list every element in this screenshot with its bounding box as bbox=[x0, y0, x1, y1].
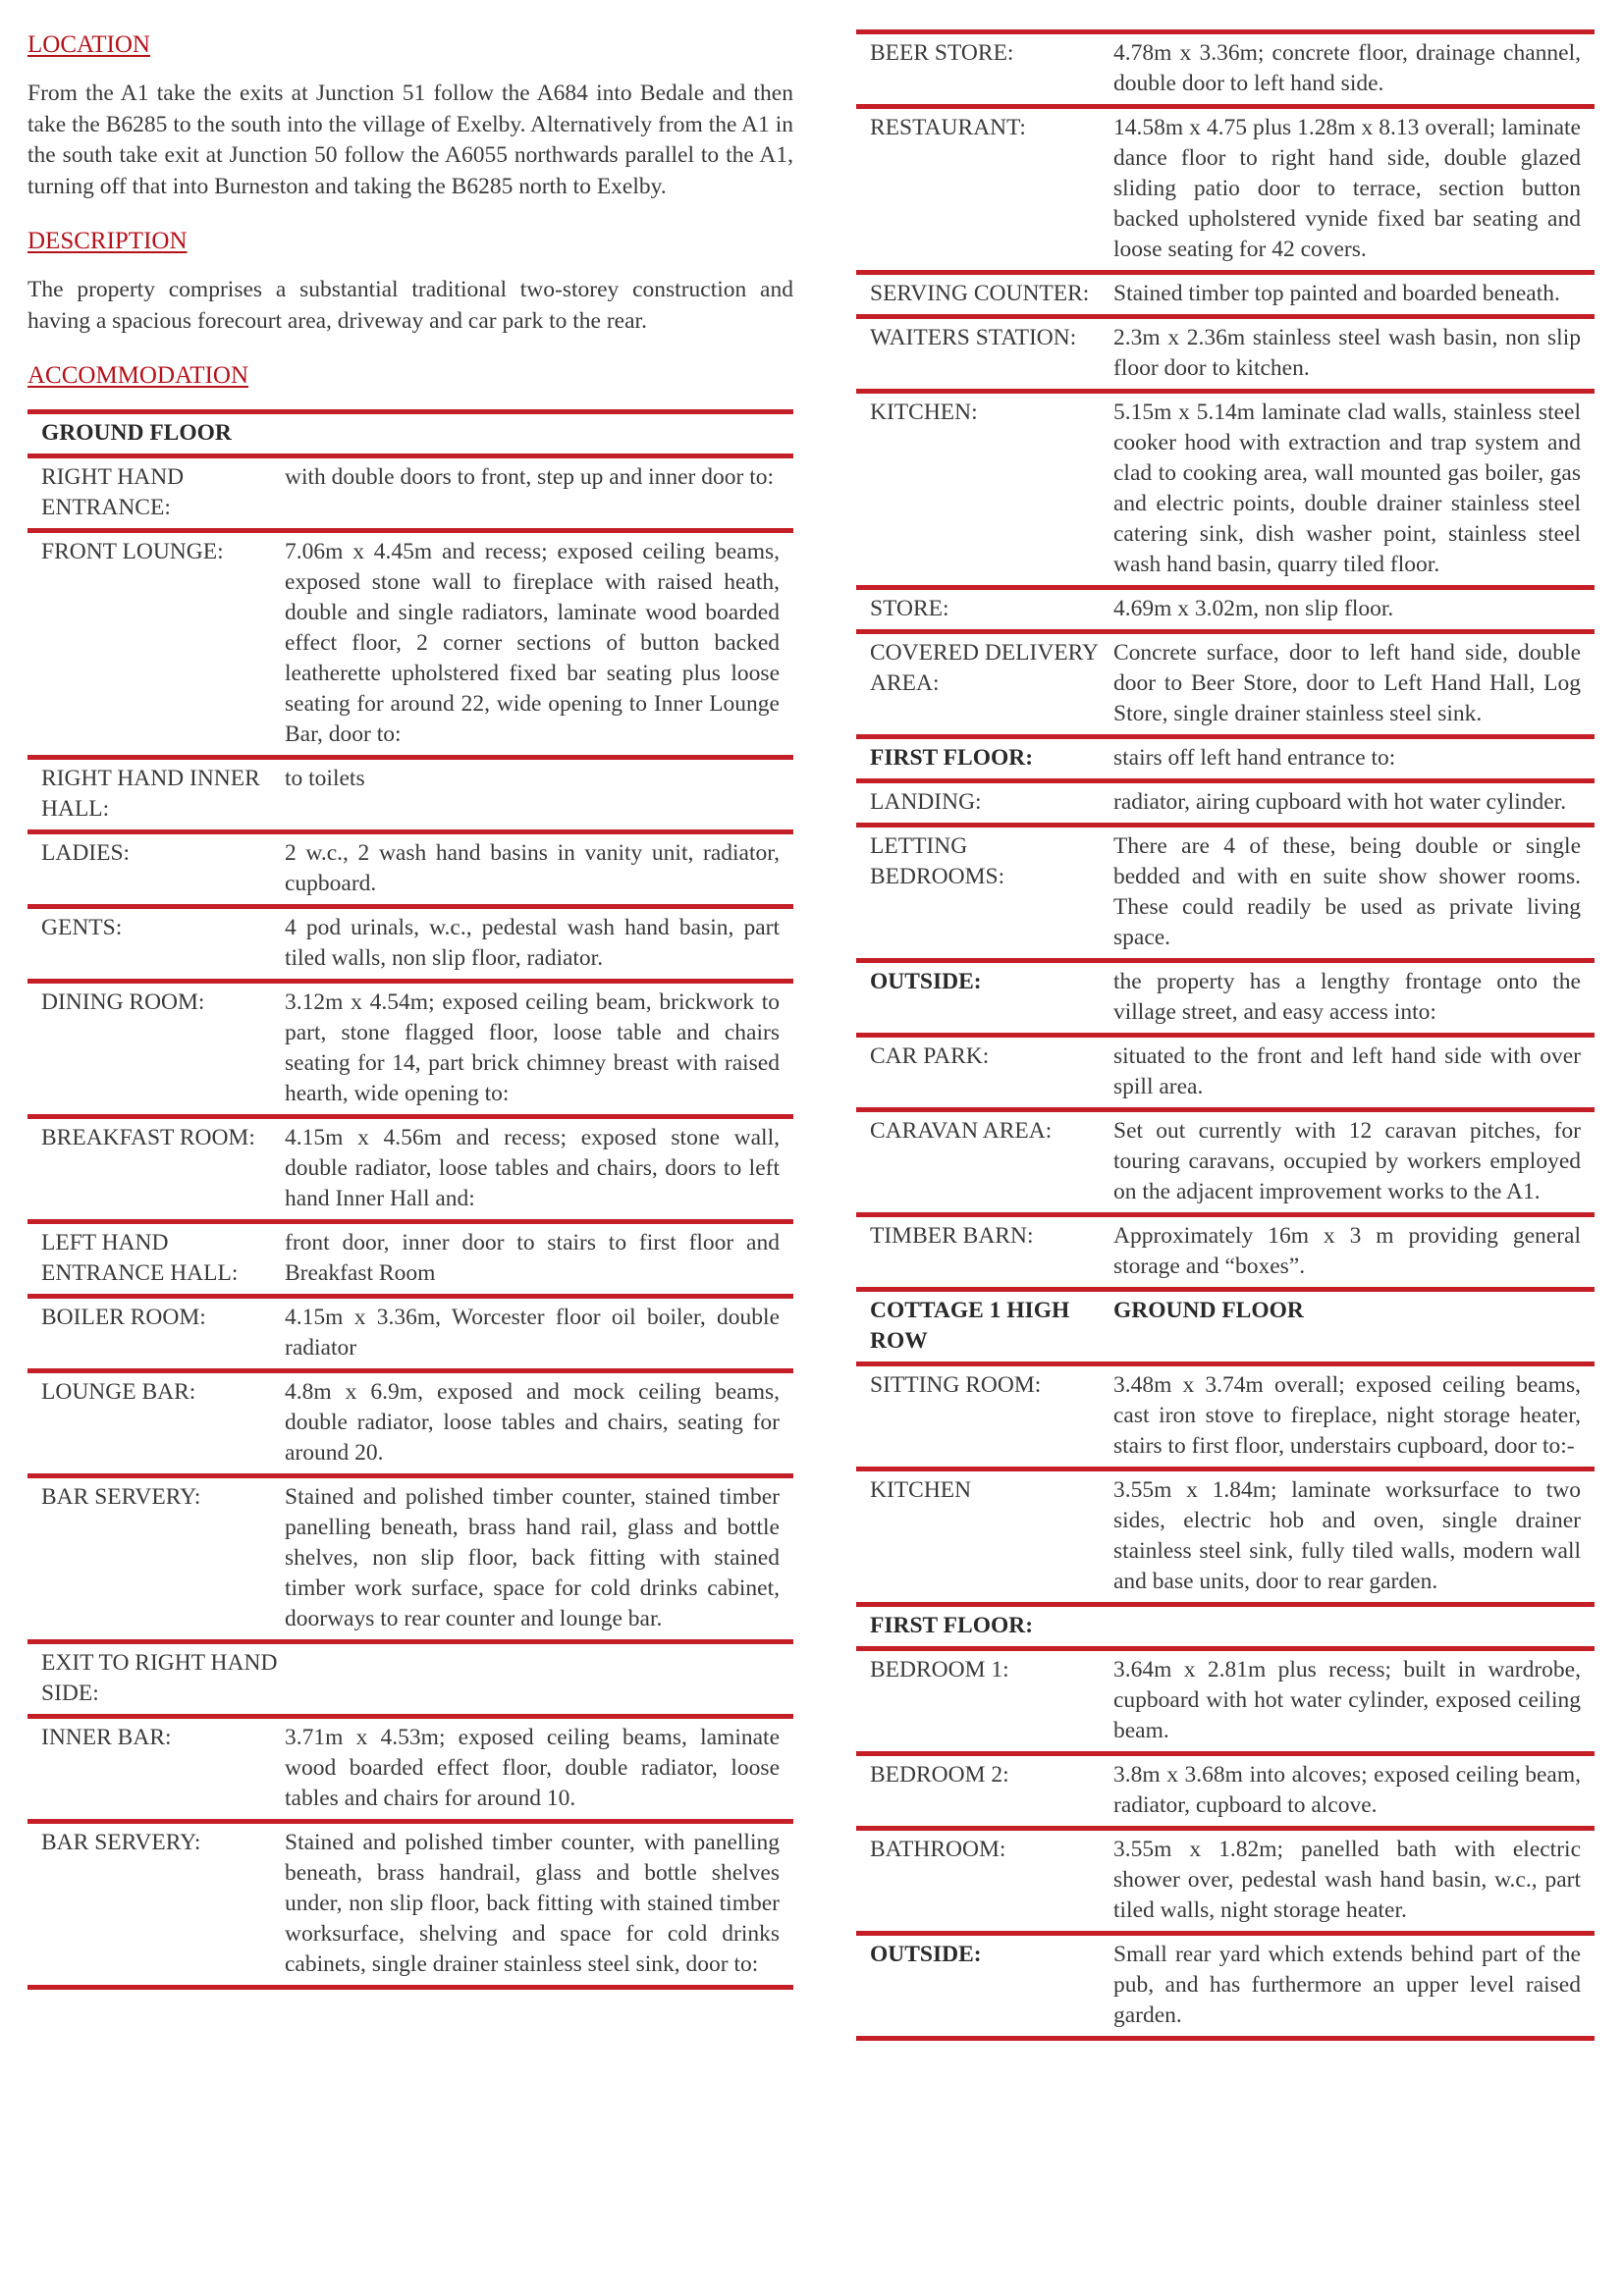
table-row bbox=[856, 273, 1595, 317]
room-label: RIGHT HAND ENTRANCE: bbox=[27, 456, 285, 531]
room-detail: 4 pod urinals, w.c., pedestal wash hand basin, part tiled walls, non slip floor, radiator. bbox=[285, 907, 793, 982]
room-detail: front door, inner door to stairs to first floor and Breakfast Room bbox=[285, 1222, 793, 1297]
table-row bbox=[27, 758, 793, 832]
room-detail: 2 w.c., 2 wash hand basins in vanity unit, radiator, cupboard. bbox=[285, 832, 793, 907]
table-row bbox=[27, 1222, 793, 1297]
table-row bbox=[856, 1110, 1595, 1215]
table-row bbox=[27, 1371, 793, 1476]
room-label: FIRST FLOOR: bbox=[856, 737, 1113, 781]
room-label: BEDROOM 1: bbox=[856, 1649, 1113, 1754]
room-label: GENTS: bbox=[27, 907, 285, 982]
accommodation-table-left bbox=[27, 409, 793, 1990]
table-row bbox=[27, 982, 793, 1117]
room-detail bbox=[285, 1642, 793, 1717]
room-label: COVERED DELIVERY AREA: bbox=[856, 632, 1113, 737]
room-detail: the property has a lengthy frontage onto the village street, and easy access into: bbox=[1113, 961, 1595, 1036]
room-label: FIRST FLOOR: bbox=[856, 1605, 1113, 1649]
table-row bbox=[856, 737, 1595, 781]
room-detail: 7.06m x 4.45m and recess; exposed ceiling beams, exposed stone wall to fireplace with raised heath, double and single radiators, laminate wood boarded effect floor, 2 corner sections of button backed leatherette upholstered fixed bar seating plus loose seating for around 22, wide opening to Inner Lounge Bar, door to: bbox=[285, 531, 793, 758]
room-detail: 14.58m x 4.75 plus 1.28m x 8.13 overall; laminate dance floor to right hand side, double glazed sliding patio door to terrace, section button backed upholstered vynide fixed bar seating and loose seating for 42 covers. bbox=[1113, 107, 1595, 273]
room-label: LADIES: bbox=[27, 832, 285, 907]
accommodation-heading: ACCOMMODATION bbox=[27, 362, 249, 389]
ground-floor-title: GROUND FLOOR bbox=[27, 412, 793, 456]
table-row bbox=[856, 1036, 1595, 1110]
room-label: DINING ROOM: bbox=[27, 982, 285, 1117]
room-detail: Small rear yard which extends behind part of the pub, and has furthermore an upper level raised garden. bbox=[1113, 1934, 1595, 2039]
table-row bbox=[27, 1476, 793, 1642]
table-row bbox=[27, 1642, 793, 1717]
table-row bbox=[856, 1754, 1595, 1829]
room-detail: There are 4 of these, being double or single bedded and with en suite show shower rooms. These could readily be used as private living space. bbox=[1113, 826, 1595, 961]
room-label: INNER BAR: bbox=[27, 1717, 285, 1822]
room-detail: 3.71m x 4.53m; exposed ceiling beams, laminate wood boarded effect floor, double radiator, loose tables and chairs for around 10. bbox=[285, 1717, 793, 1822]
room-label: FRONT LOUNGE: bbox=[27, 531, 285, 758]
table-row bbox=[856, 392, 1595, 588]
room-detail: to toilets bbox=[285, 758, 793, 832]
location-heading: LOCATION bbox=[27, 31, 150, 58]
ground-floor-header-row bbox=[27, 412, 793, 456]
room-detail: 3.55m x 1.82m; panelled bath with electric shower over, pedestal wash hand basin, w.c., part tiled walls, night storage heater. bbox=[1113, 1829, 1595, 1934]
table-row bbox=[856, 1649, 1595, 1754]
room-label: WAITERS STATION: bbox=[856, 317, 1113, 392]
room-label: KITCHEN: bbox=[856, 392, 1113, 588]
description-text: The property comprises a substantial traditional two-storey construction and having a spacious forecourt area, driveway and car park to the rear. bbox=[27, 277, 793, 334]
room-detail: 4.8m x 6.9m, exposed and mock ceiling beams, double radiator, loose tables and chairs, seating for around 20. bbox=[285, 1371, 793, 1476]
room-label: EXIT TO RIGHT HAND SIDE: bbox=[27, 1642, 285, 1717]
room-label: BOILER ROOM: bbox=[27, 1297, 285, 1371]
table-row bbox=[856, 632, 1595, 737]
room-label: CAR PARK: bbox=[856, 1036, 1113, 1110]
table-row bbox=[856, 107, 1595, 273]
table-row bbox=[27, 1297, 793, 1371]
room-label: STORE: bbox=[856, 588, 1113, 632]
table-row bbox=[27, 1717, 793, 1822]
room-detail: 3.48m x 3.74m overall; exposed ceiling beams, cast iron stove to fireplace, night storage heater, stairs to first floor, understairs cupboard, door to:- bbox=[1113, 1364, 1595, 1469]
room-detail: 3.12m x 4.54m; exposed ceiling beam, brickwork to part, stone flagged floor, loose table and chairs seating for 14, part brick chimney breast with raised hearth, wide opening to: bbox=[285, 982, 793, 1117]
room-label: LOUNGE BAR: bbox=[27, 1371, 285, 1476]
room-label: OUTSIDE: bbox=[856, 1934, 1113, 2039]
room-label: BREAKFAST ROOM: bbox=[27, 1117, 285, 1222]
room-detail: Concrete surface, door to left hand side, double door to Beer Store, door to Left Hand Hall, Log Store, single drainer stainless steel sink. bbox=[1113, 632, 1595, 737]
room-label: BAR SERVERY: bbox=[27, 1476, 285, 1642]
table-row bbox=[27, 1117, 793, 1222]
room-label: LETTING BEDROOMS: bbox=[856, 826, 1113, 961]
room-label: BAR SERVERY: bbox=[27, 1822, 285, 1988]
room-label: SITTING ROOM: bbox=[856, 1364, 1113, 1469]
room-detail: 3.8m x 3.68m into alcoves; exposed ceiling beam, radiator, cupboard to alcove. bbox=[1113, 1754, 1595, 1829]
room-detail: 4.15m x 3.36m, Worcester floor oil boiler, double radiator bbox=[285, 1297, 793, 1371]
room-detail: 3.55m x 1.84m; laminate worksurface to two sides, electric hob and oven, single drainer stainless steel sink, fully tiled walls, modern wall and base units, door to rear garden. bbox=[1113, 1469, 1595, 1605]
table-row bbox=[27, 456, 793, 531]
table-row bbox=[856, 1364, 1595, 1469]
room-label: CARAVAN AREA: bbox=[856, 1110, 1113, 1215]
table-row bbox=[27, 832, 793, 907]
room-detail: situated to the front and left hand side with over spill area. bbox=[1113, 1036, 1595, 1110]
room-label: BATHROOM: bbox=[856, 1829, 1113, 1934]
room-detail: Stained and polished timber counter, stained timber panelling beneath, brass hand rail, glass and bottle shelves, non slip floor, back fitting with stained timber work surface, space for cold drinks cabinet, doorways to rear counter and lounge bar. bbox=[285, 1476, 793, 1642]
room-label: KITCHEN bbox=[856, 1469, 1113, 1605]
room-label: COTTAGE 1 HIGH ROW bbox=[856, 1290, 1113, 1364]
table-row bbox=[856, 961, 1595, 1036]
room-label: BEDROOM 2: bbox=[856, 1754, 1113, 1829]
room-detail: Approximately 16m x 3 m providing general storage and “boxes”. bbox=[1113, 1215, 1595, 1290]
room-label: RESTAURANT: bbox=[856, 107, 1113, 273]
left-column bbox=[27, 29, 793, 1990]
room-detail: GROUND FLOOR bbox=[1113, 1290, 1595, 1364]
right-column bbox=[856, 29, 1595, 2041]
room-label: SERVING COUNTER: bbox=[856, 273, 1113, 317]
room-detail: Set out currently with 12 caravan pitches, for touring caravans, occupied by workers employed on the adjacent improvement works to the A1. bbox=[1113, 1110, 1595, 1215]
room-detail: radiator, airing cupboard with hot water cylinder. bbox=[1113, 781, 1595, 826]
room-detail bbox=[1113, 1605, 1595, 1649]
accommodation-table-right bbox=[856, 29, 1595, 2041]
room-label: TIMBER BARN: bbox=[856, 1215, 1113, 1290]
table-row bbox=[856, 317, 1595, 392]
table-row bbox=[856, 588, 1595, 632]
table-row bbox=[856, 1829, 1595, 1934]
table-row bbox=[27, 907, 793, 982]
room-label: RIGHT HAND INNER HALL: bbox=[27, 758, 285, 832]
table-row bbox=[27, 1822, 793, 1988]
room-detail: Stained and polished timber counter, with panelling beneath, brass handrail, glass and bottle shelves under, non slip floor, back fitting with stained timber worksurface, shelving and space for cold drinks cabinets, single drainer stainless steel sink, door to: bbox=[285, 1822, 793, 1988]
location-text: From the A1 take the exits at Junction 51 follow the A684 into Bedale and then take the B6285 to the south into the village of Exelby. Alternatively from the A1 in the south take exit at Junction 50 follow the A6055 northwards parallel to the A1, turning off that into Burneston and taking the B6285 north to Exelby. bbox=[27, 80, 793, 199]
room-label: OUTSIDE: bbox=[856, 961, 1113, 1036]
table-row bbox=[856, 1605, 1595, 1649]
table-row bbox=[856, 826, 1595, 961]
room-detail: 5.15m x 5.14m laminate clad walls, stainless steel cooker hood with extraction and trap system and clad to cooking area, wall mounted gas boiler, gas and electric points, double drainer stainless steel catering sink, dish washer point, stainless steel wash hand basin, quarry tiled floor. bbox=[1113, 392, 1595, 588]
room-detail: 4.15m x 4.56m and recess; exposed stone wall, double radiator, loose tables and chairs, doors to left hand Inner Hall and: bbox=[285, 1117, 793, 1222]
room-label: BEER STORE: bbox=[856, 32, 1113, 107]
room-detail: Stained timber top painted and boarded beneath. bbox=[1113, 273, 1595, 317]
room-detail: with double doors to front, step up and inner door to: bbox=[285, 456, 793, 531]
room-detail: 2.3m x 2.36m stainless steel wash basin, non slip floor door to kitchen. bbox=[1113, 317, 1595, 392]
room-label: LEFT HAND ENTRANCE HALL: bbox=[27, 1222, 285, 1297]
table-row bbox=[856, 1934, 1595, 2039]
room-label: LANDING: bbox=[856, 781, 1113, 826]
room-detail: 4.69m x 3.02m, non slip floor. bbox=[1113, 588, 1595, 632]
table-row bbox=[27, 531, 793, 758]
room-detail: 3.64m x 2.81m plus recess; built in wardrobe, cupboard with hot water cylinder, exposed ceiling beam. bbox=[1113, 1649, 1595, 1754]
description-heading: DESCRIPTION bbox=[27, 228, 188, 254]
table-row bbox=[856, 32, 1595, 107]
table-row bbox=[856, 1469, 1595, 1605]
table-row bbox=[856, 781, 1595, 826]
room-detail: stairs off left hand entrance to: bbox=[1113, 737, 1595, 781]
table-row bbox=[856, 1215, 1595, 1290]
table-row bbox=[856, 1290, 1595, 1364]
room-detail: 4.78m x 3.36m; concrete floor, drainage channel, double door to left hand side. bbox=[1113, 32, 1595, 107]
